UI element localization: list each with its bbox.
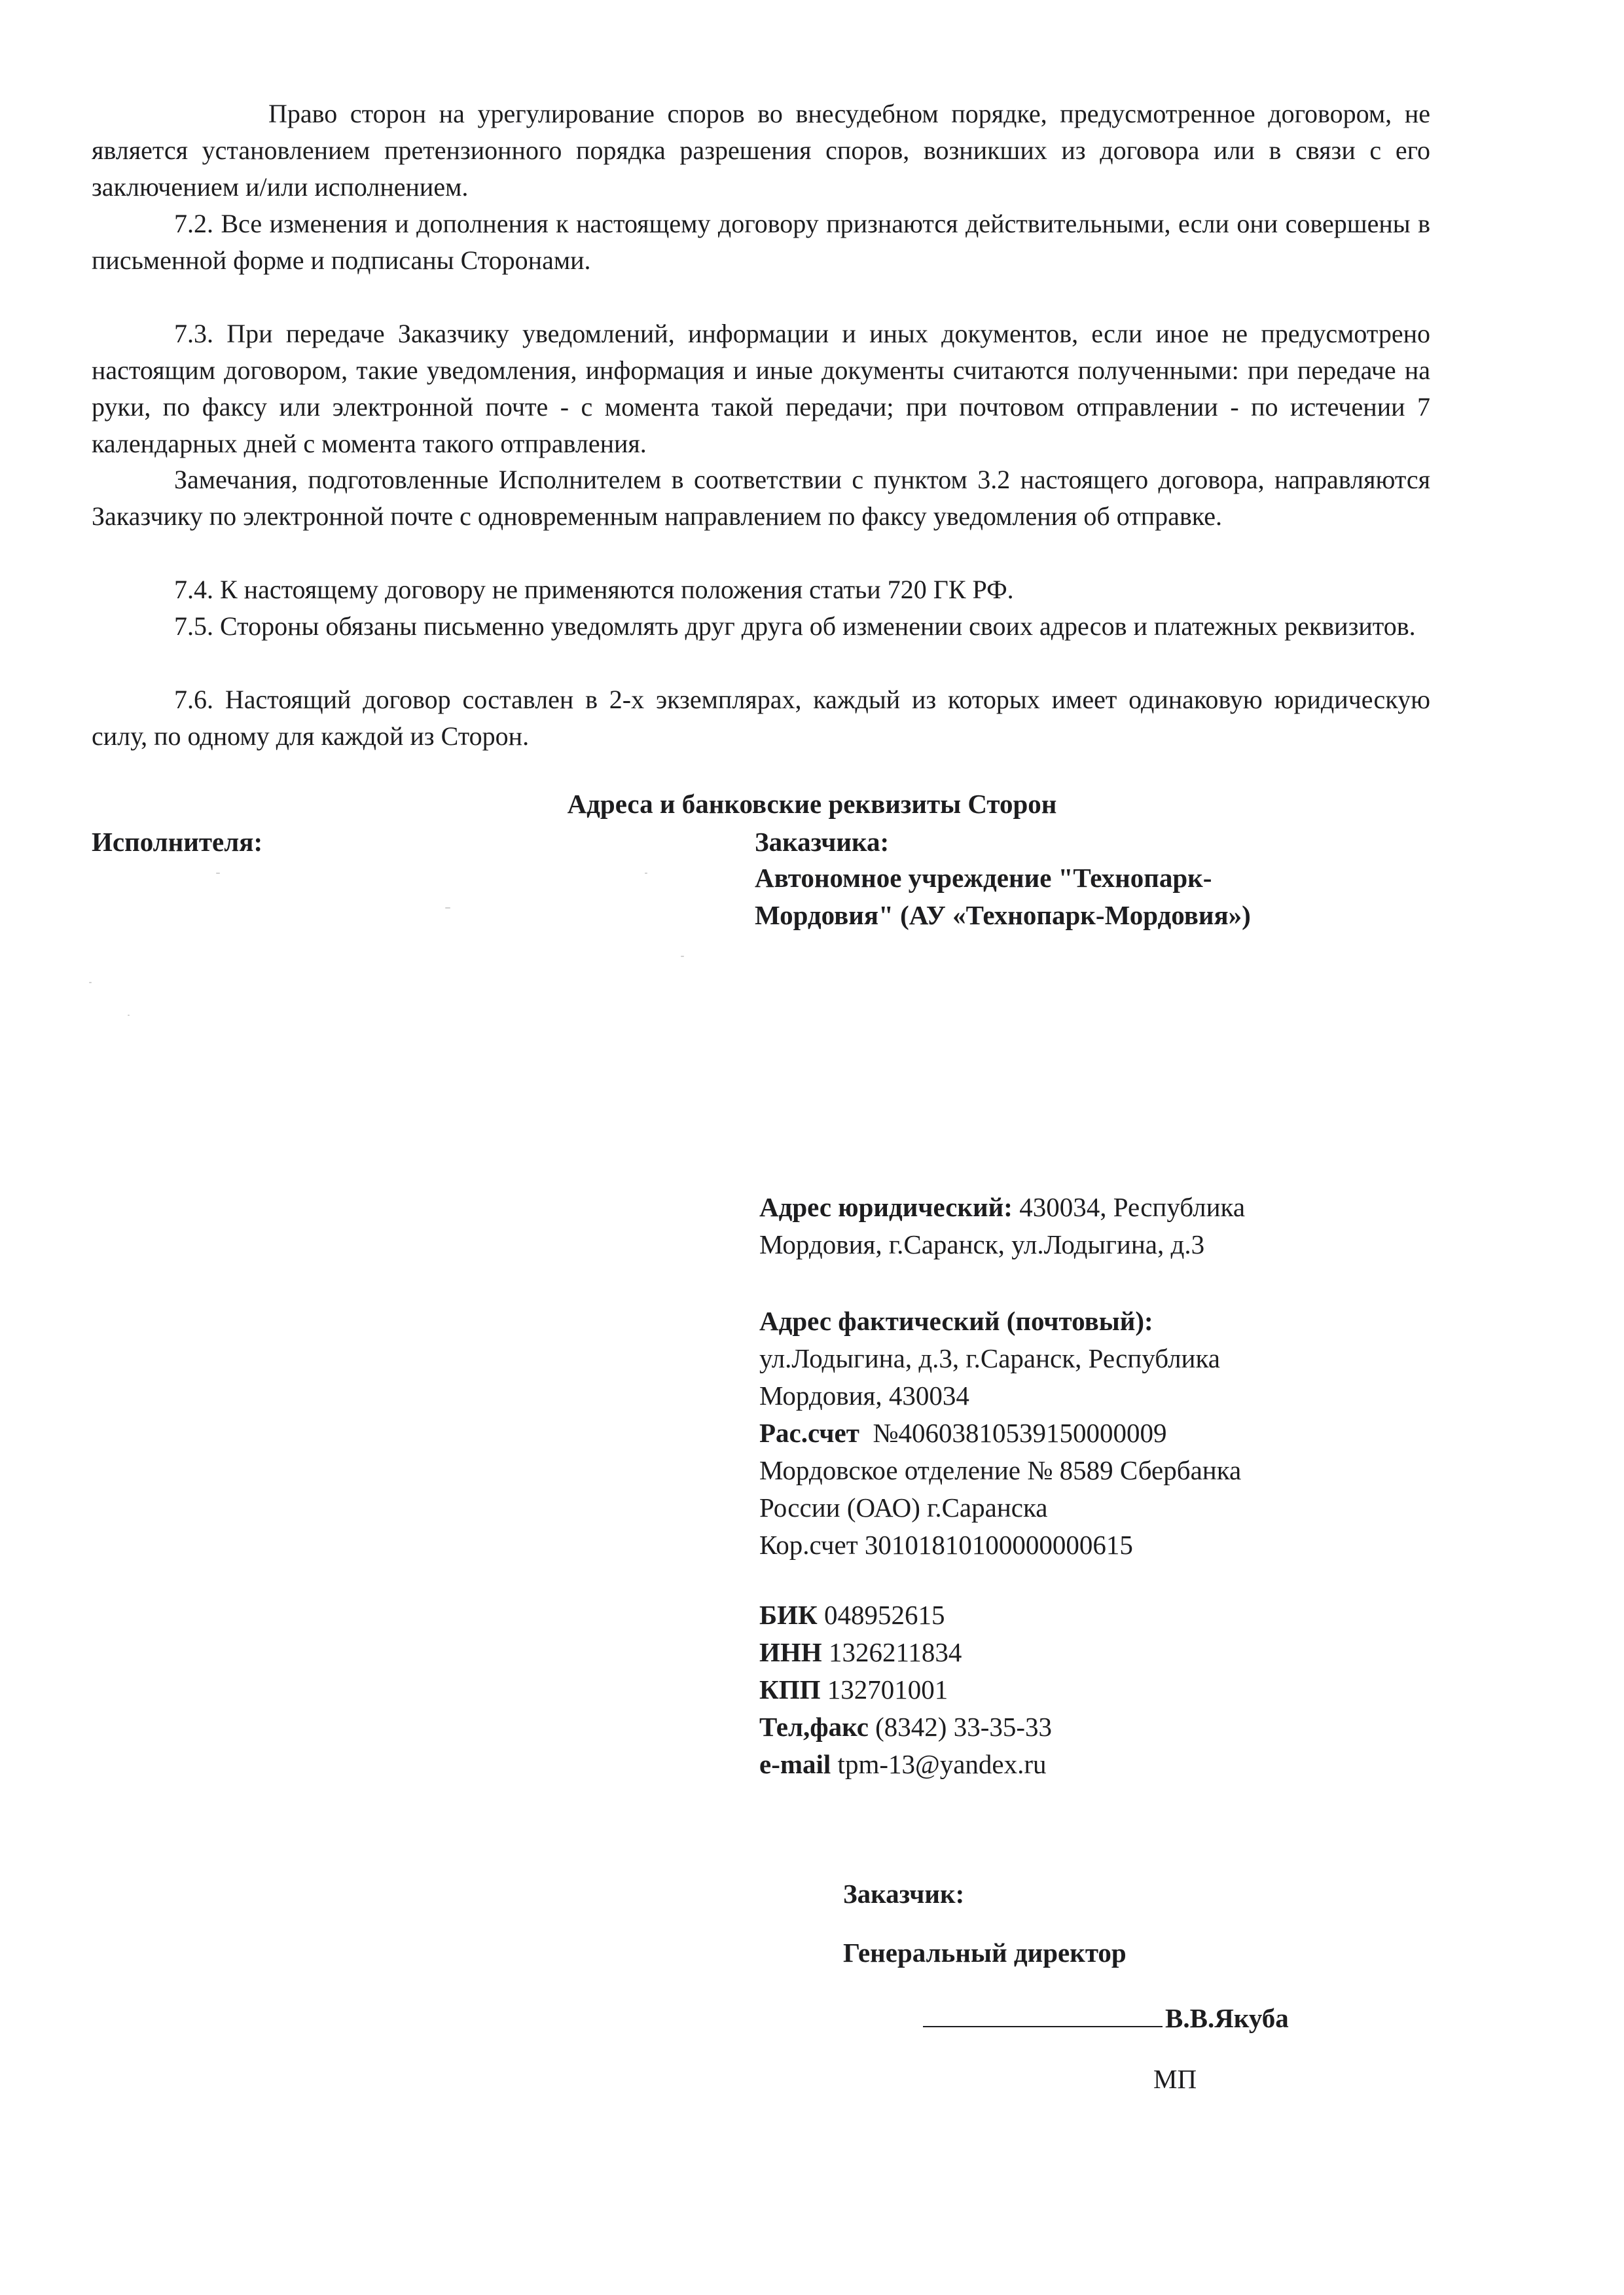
kpp-label: КПП xyxy=(759,1674,821,1705)
seal-mark: МП xyxy=(1153,2064,1197,2094)
customer-org-name xyxy=(755,859,1409,934)
account-label: Рас.счет xyxy=(759,1418,859,1448)
phone-line xyxy=(759,1708,1381,1746)
bank-line-1: Мордовское отделение № 8589 Сбербанка xyxy=(759,1455,1242,1485)
bik-value: 048952615 xyxy=(817,1600,945,1630)
email-label: e-mail xyxy=(759,1749,831,1779)
actual-address-line-2: Мордовия, 430034 xyxy=(759,1381,969,1411)
paragraph-7-5: 7.5. Стороны обязаны письменно уведомлять друг друга об изменении своих адресов и платежных реквизитов. xyxy=(174,611,1416,641)
signature-position: Генеральный директор xyxy=(843,1938,1127,1968)
kpp-line xyxy=(759,1671,1381,1708)
bank-codes-block xyxy=(759,1597,1381,1783)
actual-address-line-1: ул.Лодыгина, д.3, г.Саранск, Республика xyxy=(759,1343,1220,1373)
account-value: №40603810539150000009 xyxy=(859,1418,1167,1448)
paragraph-dispute-settlement: Право сторон на урегулирование споров во внесудебном порядке, предусмотренное договором, не является установлением претензионного порядка разрешения споров, возникших из договора или в связи с его заключением и/или исполнением. xyxy=(92,99,1430,202)
requisites-heading: Адреса и банковские реквизиты Сторон xyxy=(567,789,1057,819)
signatory-name: В.В.Якуба xyxy=(1165,2003,1289,2033)
legal-address-label: Адрес юридический: xyxy=(759,1192,1013,1222)
customer-label: Заказчика: xyxy=(755,827,890,857)
email-value: tpm-13@yandex.ru xyxy=(831,1749,1047,1779)
executor-label: Исполнителя: xyxy=(92,827,263,857)
phone-label: Тел,факс xyxy=(759,1712,869,1742)
paragraph-7-3: 7.3. При передаче Заказчику уведомлений, информации и иных документов, если иное не предусмотрено настоящим договором, такие уведомления, информация и иные документы считаются полученными: при передаче на руки, по факсу или электронной почте - с момента такой передачи; при почтовом отправлении - по истечении 7 календарных дней с момента такого отправления. xyxy=(92,319,1430,458)
corr-account-line: Кор.счет 30101810100000000615 xyxy=(759,1530,1133,1560)
actual-address-block xyxy=(759,1303,1381,1564)
paragraph-7-2: 7.2. Все изменения и дополнения к настоящему договору признаются действительными, если они совершены в письменной форме и подписаны Сторонами. xyxy=(92,209,1430,275)
paragraph-7-6: 7.6. Настоящий договор составлен в 2-х экземплярах, каждый из которых имеет одинаковую юридическую силу, по одному для каждой из Сторон. xyxy=(92,685,1430,751)
email-line xyxy=(759,1746,1381,1783)
paragraph-7-4: 7.4. К настоящему договору не применяются положения статьи 720 ГК РФ. xyxy=(174,575,1014,604)
legal-address-line-1 xyxy=(759,1189,1381,1226)
legal-address-block xyxy=(759,1189,1381,1263)
actual-address-label: Адрес фактический (почтовый): xyxy=(759,1306,1153,1336)
inn-line xyxy=(759,1634,1381,1671)
signature-line-block xyxy=(923,2000,1289,2036)
customer-org-line-1: Автономное учреждение "Технопарк- xyxy=(755,863,1212,893)
bik-line xyxy=(759,1597,1381,1634)
signature-line xyxy=(923,2001,1163,2027)
customer-org-line-2: Мордовия" (АУ «Технопарк-Мордовия») xyxy=(755,900,1251,930)
legal-address-value: 430034, Республика xyxy=(1012,1192,1246,1222)
kpp-value: 132701001 xyxy=(820,1674,948,1705)
phone-value: (8342) 33-35-33 xyxy=(868,1712,1053,1742)
inn-label: ИНН xyxy=(759,1637,822,1667)
legal-address-line-2: Мордовия, г.Саранск, ул.Лодыгина, д.3 xyxy=(759,1229,1205,1259)
bik-label: БИК xyxy=(759,1600,818,1630)
paragraph-remarks: Замечания, подготовленные Исполнителем в соответствии с пунктом 3.2 настоящего договора, направляются Заказчику по электронной почте с одновременным направлением по факсу уведомления об отправке. xyxy=(92,465,1430,531)
account-line xyxy=(759,1415,1381,1452)
signature-role: Заказчик: xyxy=(843,1879,965,1909)
bank-line-2: России (ОАО) г.Саранска xyxy=(759,1492,1048,1523)
inn-value: 1326211834 xyxy=(821,1637,962,1667)
